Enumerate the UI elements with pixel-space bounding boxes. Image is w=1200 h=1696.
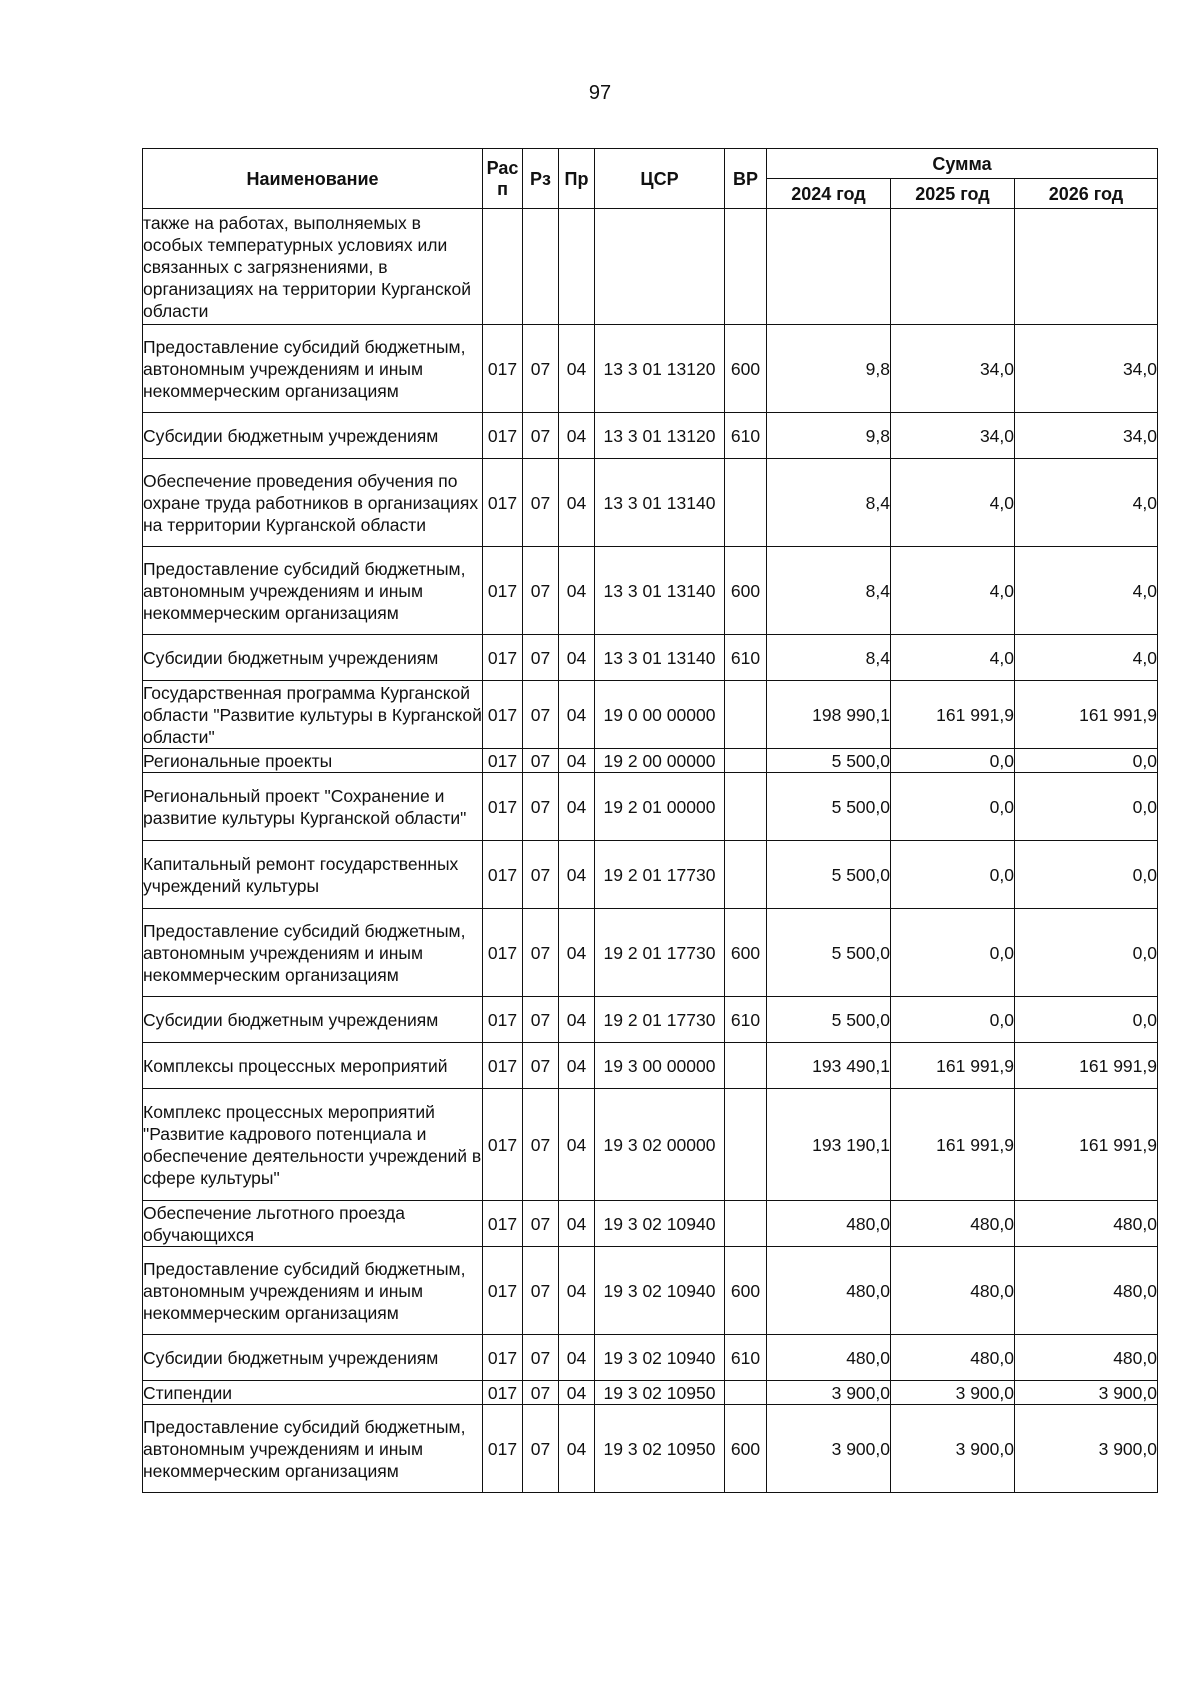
row-pr: 04 — [559, 1335, 595, 1381]
row-vr: 610 — [725, 1335, 767, 1381]
row-pr: 04 — [559, 1247, 595, 1335]
row-csr: 19 2 01 17730 — [595, 997, 725, 1043]
row-rz — [523, 209, 559, 325]
row-vr: 610 — [725, 413, 767, 459]
row-name: Субсидии бюджетным учреждениям — [143, 635, 483, 681]
row-rasp: 017 — [483, 413, 523, 459]
header-vr: ВР — [725, 149, 767, 209]
row-csr: 19 2 00 00000 — [595, 749, 725, 773]
budget-table — [142, 148, 1158, 1493]
row-amount-2024: 8,4 — [767, 635, 891, 681]
table-body — [143, 209, 1158, 1493]
row-amount-2024: 5 500,0 — [767, 909, 891, 997]
row-pr: 04 — [559, 635, 595, 681]
row-amount-2024: 8,4 — [767, 547, 891, 635]
row-vr: 600 — [725, 325, 767, 413]
row-rasp: 017 — [483, 325, 523, 413]
row-name: Предоставление субсидий бюджетным, автономным учреждениям и иным некоммерческим организациям — [143, 325, 483, 413]
row-name: Капитальный ремонт государственных учреждений культуры — [143, 841, 483, 909]
row-amount-2025: 0,0 — [891, 909, 1015, 997]
row-amount-2026: 4,0 — [1015, 635, 1158, 681]
row-amount-2024: 9,8 — [767, 413, 891, 459]
header-rz: Рз — [523, 149, 559, 209]
row-rasp: 017 — [483, 681, 523, 749]
row-amount-2026: 4,0 — [1015, 459, 1158, 547]
row-amount-2024: 5 500,0 — [767, 997, 891, 1043]
row-pr: 04 — [559, 1089, 595, 1201]
row-name: Предоставление субсидий бюджетным, автономным учреждениям и иным некоммерческим организациям — [143, 1405, 483, 1493]
row-rz: 07 — [523, 909, 559, 997]
table-row — [143, 749, 1158, 773]
row-amount-2026: 0,0 — [1015, 841, 1158, 909]
row-amount-2026: 3 900,0 — [1015, 1405, 1158, 1493]
row-rz: 07 — [523, 1335, 559, 1381]
row-amount-2025 — [891, 209, 1015, 325]
row-vr — [725, 1381, 767, 1405]
row-amount-2025: 0,0 — [891, 841, 1015, 909]
row-vr: 610 — [725, 635, 767, 681]
row-name: Субсидии бюджетным учреждениям — [143, 413, 483, 459]
table-row — [143, 1335, 1158, 1381]
row-rasp: 017 — [483, 459, 523, 547]
header-year-2024: 2024 год — [767, 179, 891, 209]
row-amount-2024: 5 500,0 — [767, 773, 891, 841]
table-row — [143, 1043, 1158, 1089]
row-csr: 13 3 01 13120 — [595, 413, 725, 459]
row-amount-2025: 4,0 — [891, 547, 1015, 635]
row-rz: 07 — [523, 1381, 559, 1405]
row-pr: 04 — [559, 681, 595, 749]
row-rasp: 017 — [483, 841, 523, 909]
row-rz: 07 — [523, 997, 559, 1043]
row-name: Региональные проекты — [143, 749, 483, 773]
row-pr: 04 — [559, 325, 595, 413]
row-name: Предоставление субсидий бюджетным, автономным учреждениям и иным некоммерческим организациям — [143, 1247, 483, 1335]
header-sum: Сумма — [767, 149, 1158, 179]
header-year-2025: 2025 год — [891, 179, 1015, 209]
row-amount-2024: 198 990,1 — [767, 681, 891, 749]
row-pr: 04 — [559, 909, 595, 997]
row-amount-2025: 480,0 — [891, 1335, 1015, 1381]
row-name: Комплекс процессных мероприятий "Развитие кадрового потенциала и обеспечение деятельности учреждений в сфере культуры" — [143, 1089, 483, 1201]
row-amount-2025: 161 991,9 — [891, 1043, 1015, 1089]
row-amount-2024: 480,0 — [767, 1247, 891, 1335]
row-name: Предоставление субсидий бюджетным, автономным учреждениям и иным некоммерческим организациям — [143, 547, 483, 635]
row-vr — [725, 1201, 767, 1247]
row-amount-2024: 480,0 — [767, 1201, 891, 1247]
row-vr: 610 — [725, 997, 767, 1043]
header-name: Наименование — [143, 149, 483, 209]
row-rasp: 017 — [483, 773, 523, 841]
row-rasp: 017 — [483, 635, 523, 681]
row-rz: 07 — [523, 749, 559, 773]
row-amount-2026: 34,0 — [1015, 325, 1158, 413]
row-amount-2025: 480,0 — [891, 1247, 1015, 1335]
header-rasp: Рас п — [483, 149, 523, 209]
row-amount-2025: 161 991,9 — [891, 1089, 1015, 1201]
row-rz: 07 — [523, 635, 559, 681]
row-amount-2026: 0,0 — [1015, 997, 1158, 1043]
row-amount-2026: 4,0 — [1015, 547, 1158, 635]
row-rasp: 017 — [483, 547, 523, 635]
row-amount-2026: 0,0 — [1015, 749, 1158, 773]
row-amount-2024: 3 900,0 — [767, 1381, 891, 1405]
row-rz: 07 — [523, 459, 559, 547]
row-amount-2025: 0,0 — [891, 773, 1015, 841]
row-vr — [725, 773, 767, 841]
row-csr: 19 0 00 00000 — [595, 681, 725, 749]
row-csr: 19 2 01 00000 — [595, 773, 725, 841]
header-year-2026: 2026 год — [1015, 179, 1158, 209]
row-amount-2025: 161 991,9 — [891, 681, 1015, 749]
table-row — [143, 1405, 1158, 1493]
row-pr: 04 — [559, 547, 595, 635]
table-row — [143, 997, 1158, 1043]
row-rz: 07 — [523, 1405, 559, 1493]
row-csr — [595, 209, 725, 325]
row-name: Региональный проект "Сохранение и развитие культуры Курганской области" — [143, 773, 483, 841]
row-amount-2024: 9,8 — [767, 325, 891, 413]
row-pr: 04 — [559, 773, 595, 841]
row-pr: 04 — [559, 997, 595, 1043]
row-pr: 04 — [559, 1405, 595, 1493]
row-vr — [725, 209, 767, 325]
row-csr: 13 3 01 13140 — [595, 459, 725, 547]
row-rasp: 017 — [483, 1089, 523, 1201]
table-row — [143, 773, 1158, 841]
row-rasp: 017 — [483, 1381, 523, 1405]
table-row — [143, 325, 1158, 413]
row-rz: 07 — [523, 1089, 559, 1201]
row-rz: 07 — [523, 1043, 559, 1089]
table-row — [143, 635, 1158, 681]
row-rz: 07 — [523, 1247, 559, 1335]
row-vr — [725, 1089, 767, 1201]
row-rasp: 017 — [483, 1405, 523, 1493]
table-row — [143, 841, 1158, 909]
row-rz: 07 — [523, 547, 559, 635]
row-amount-2024: 5 500,0 — [767, 749, 891, 773]
page-number: 97 — [588, 82, 612, 104]
row-rasp — [483, 209, 523, 325]
row-amount-2026: 161 991,9 — [1015, 681, 1158, 749]
row-name: Обеспечение проведения обучения по охране труда работников в организациях на территории Курганской области — [143, 459, 483, 547]
row-amount-2025: 0,0 — [891, 997, 1015, 1043]
table-row — [143, 909, 1158, 997]
row-rz: 07 — [523, 1201, 559, 1247]
row-amount-2025: 34,0 — [891, 325, 1015, 413]
row-csr: 19 2 01 17730 — [595, 841, 725, 909]
row-amount-2024: 8,4 — [767, 459, 891, 547]
row-amount-2024: 480,0 — [767, 1335, 891, 1381]
row-amount-2024: 3 900,0 — [767, 1405, 891, 1493]
row-name: Государственная программа Курганской области "Развитие культуры в Курганской области" — [143, 682, 482, 747]
row-amount-2025: 34,0 — [891, 413, 1015, 459]
table-row — [143, 547, 1158, 635]
row-csr: 19 3 02 10940 — [595, 1335, 725, 1381]
row-pr: 04 — [559, 841, 595, 909]
row-amount-2026: 0,0 — [1015, 773, 1158, 841]
row-amount-2024: 193 190,1 — [767, 1089, 891, 1201]
row-name: Комплексы процессных мероприятий — [143, 1043, 483, 1089]
table-row — [143, 681, 1158, 749]
row-pr — [559, 209, 595, 325]
row-csr: 19 3 02 10950 — [595, 1381, 725, 1405]
row-vr: 600 — [725, 547, 767, 635]
row-amount-2024: 5 500,0 — [767, 841, 891, 909]
row-vr — [725, 1043, 767, 1089]
row-rasp: 017 — [483, 909, 523, 997]
row-pr: 04 — [559, 1381, 595, 1405]
table-row — [143, 1381, 1158, 1405]
row-pr: 04 — [559, 459, 595, 547]
row-amount-2026: 161 991,9 — [1015, 1089, 1158, 1201]
row-vr — [725, 841, 767, 909]
row-pr: 04 — [559, 1043, 595, 1089]
row-amount-2024: 193 490,1 — [767, 1043, 891, 1089]
row-amount-2025: 0,0 — [891, 749, 1015, 773]
row-vr — [725, 681, 767, 749]
row-csr: 19 3 02 10940 — [595, 1247, 725, 1335]
row-pr: 04 — [559, 1201, 595, 1247]
row-amount-2026: 480,0 — [1015, 1335, 1158, 1381]
row-vr: 600 — [725, 1405, 767, 1493]
row-rz: 07 — [523, 681, 559, 749]
row-amount-2026: 161 991,9 — [1015, 1043, 1158, 1089]
table-row — [143, 209, 1158, 325]
row-amount-2026 — [1015, 209, 1158, 325]
table-row — [143, 1247, 1158, 1335]
row-name: Стипендии — [143, 1381, 483, 1405]
row-csr: 13 3 01 13140 — [595, 635, 725, 681]
row-name: Предоставление субсидий бюджетным, автономным учреждениям и иным некоммерческим организациям — [143, 909, 483, 997]
row-csr: 19 3 02 00000 — [595, 1089, 725, 1201]
row-rz: 07 — [523, 413, 559, 459]
row-amount-2024 — [767, 209, 891, 325]
row-csr: 19 3 00 00000 — [595, 1043, 725, 1089]
row-rasp: 017 — [483, 1247, 523, 1335]
row-rasp: 017 — [483, 1201, 523, 1247]
row-name: Субсидии бюджетным учреждениям — [143, 997, 483, 1043]
table-header — [143, 149, 1158, 209]
row-rz: 07 — [523, 325, 559, 413]
row-amount-2025: 4,0 — [891, 459, 1015, 547]
row-rasp: 017 — [483, 749, 523, 773]
row-amount-2025: 480,0 — [891, 1201, 1015, 1247]
row-vr — [725, 749, 767, 773]
row-csr: 19 3 02 10940 — [595, 1201, 725, 1247]
row-rasp: 017 — [483, 1335, 523, 1381]
row-csr: 19 3 02 10950 — [595, 1405, 725, 1493]
table-row — [143, 1089, 1158, 1201]
row-name: также на работах, выполняемых в особых температурных условиях или связанных с загрязнениями, в организациях на территории Курганской области — [143, 209, 483, 325]
row-rasp: 017 — [483, 1043, 523, 1089]
row-csr: 13 3 01 13140 — [595, 547, 725, 635]
row-vr: 600 — [725, 909, 767, 997]
row-amount-2026: 480,0 — [1015, 1201, 1158, 1247]
table-row — [143, 1201, 1158, 1247]
row-amount-2025: 4,0 — [891, 635, 1015, 681]
row-amount-2026: 34,0 — [1015, 413, 1158, 459]
row-pr: 04 — [559, 413, 595, 459]
row-amount-2026: 0,0 — [1015, 909, 1158, 997]
row-name: Обеспечение льготного проезда обучающихся — [143, 1201, 483, 1247]
row-rz: 07 — [523, 841, 559, 909]
row-amount-2025: 3 900,0 — [891, 1405, 1015, 1493]
row-amount-2026: 3 900,0 — [1015, 1381, 1158, 1405]
row-amount-2026: 480,0 — [1015, 1247, 1158, 1335]
row-vr: 600 — [725, 1247, 767, 1335]
row-pr: 04 — [559, 749, 595, 773]
row-rasp: 017 — [483, 997, 523, 1043]
row-name: Субсидии бюджетным учреждениям — [143, 1335, 483, 1381]
row-csr: 19 2 01 17730 — [595, 909, 725, 997]
row-amount-2025: 3 900,0 — [891, 1381, 1015, 1405]
table-row — [143, 413, 1158, 459]
header-csr: ЦСР — [595, 149, 725, 209]
row-csr: 13 3 01 13120 — [595, 325, 725, 413]
header-pr: Пр — [559, 149, 595, 209]
row-rz: 07 — [523, 773, 559, 841]
row-vr — [725, 459, 767, 547]
table-row — [143, 459, 1158, 547]
